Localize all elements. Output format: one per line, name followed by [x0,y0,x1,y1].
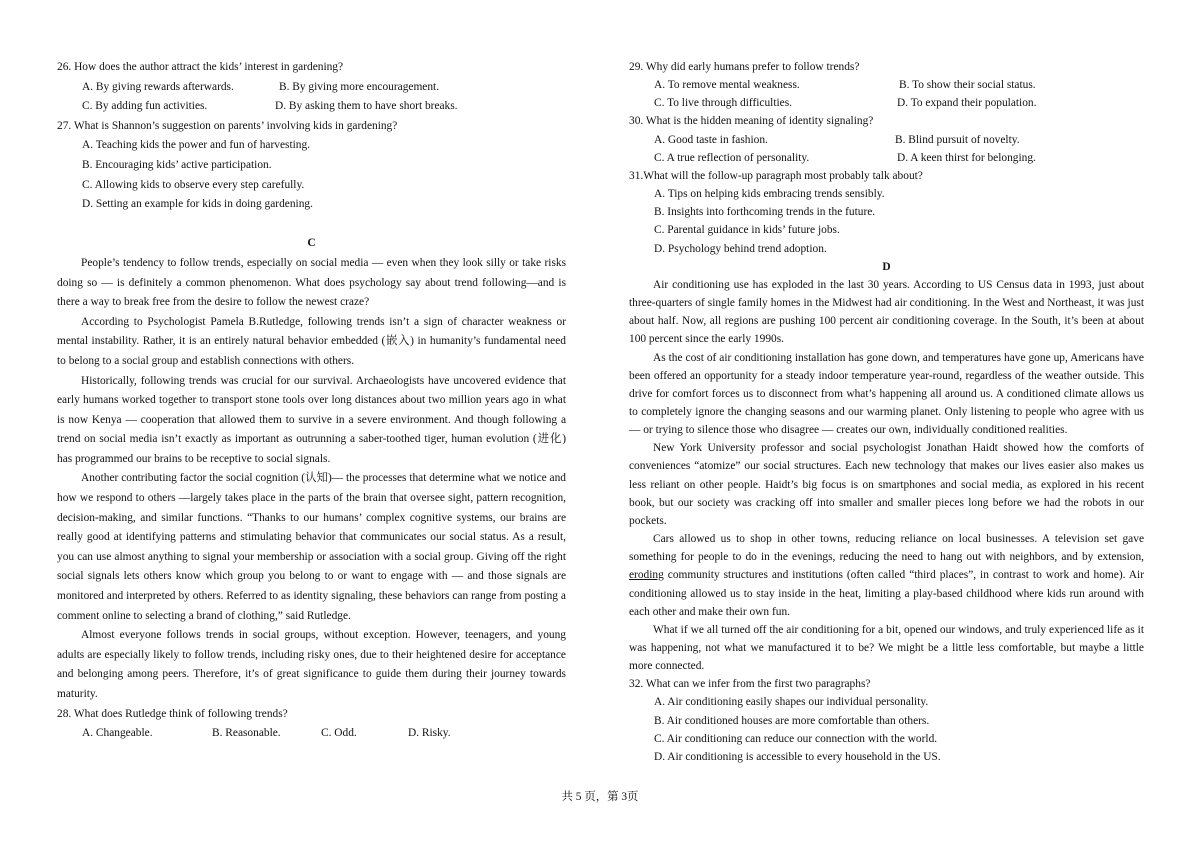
question-31-stem: 31.What will the follow-up paragraph most probably talk about? [629,169,923,182]
right-column [629,58,1144,766]
question-32-option-a: A. Air conditioning easily shapes our individual personality. [654,696,929,709]
question-30-options-row-1 [654,131,1144,149]
question-31-option-a: A. Tips on helping kids embracing trends sensibly. [654,188,885,201]
question-28-option-c: C. Odd. [321,727,357,740]
passage-c-paragraph-5: Almost everyone follows trends in social groups, without exception. However, teenagers, and young adults are especially likely to follow trends, including risky ones, due to their heightened desire for acceptance and belonging among peers. Therefore, it’s of great significance to guide them during their journey towards maturity. [57,629,566,700]
passage-d-paragraph-4 [629,530,1144,621]
passage-d-paragraph-2: As the cost of air conditioning installation has gone down, and temperatures have gone up, Americans have been offered an opportunity for a steady indoor temperature year-round, regardless of the weather outside. This drive for comfort forces us to disconnect from what’s happening all around us. A conditioned climate allows us to completely ignore the changing seasons and our warming planet. Only listening to people who agree with us — or trying to silence those who disagree — creates our own, individually conditioned realities. [629,351,1144,437]
passage-d-paragraph-1: Air conditioning use has exploded in the last 30 years. According to US Census data in 1993, just about three-quarters of single family homes in the Midwest had air conditioning. In the West and Northeast, it was just about half. Now, all regions are pushing 100 percent air conditioning coverage. In the South, it’s been at about 100 percent since the early 1990s. [629,278,1144,346]
question-29-options-row-2 [654,94,1144,112]
question-30-options-row-2 [654,149,1144,167]
question-26-options-row-1 [82,78,566,98]
passage-c-paragraph-2: According to Psychologist Pamela B.Rutledge, following trends isn’t a sign of character weakness or mental instability. Rather, it is an entirely natural behavior embedded (嵌入) in humanity’s fundamental need to belong to a social group and establish connections with others. [57,315,566,367]
question-27-option-d: D. Setting an example for kids in doing gardening. [82,198,313,211]
question-31-option-b: B. Insights into forthcoming trends in the future. [654,206,876,219]
passage-c-paragraph-4: Another contributing factor the social cognition (认知)— the processes that determine what we notice and how we respond to others —largely takes place in the parts of the brain that oversee sight, pattern recognition, decision-making, and similar functions. “Thanks to our humans’ complex cognitive systems, our brains are really good at identifying patterns and stimulating behavior that communicates our social status. As a result, you can use almost anything to signal your membership or association with a social group. Giving off the right social signals lets others know which group you belong to or want to engage with — and those signals are monitored and interpreted by others. Referred to as identity signaling, these behaviors can range from posting a comment online to selecting a brand of clothing,” said Rutledge. [57,472,566,622]
page-footer: 共 5 页，第 3页 [561,791,639,803]
passage-c-paragraph-1: People’s tendency to follow trends, especially on social media — even when they look silly or take risks doing so — is definitely a common phenomenon. What does psychology say about trend following—and is there a way to break free from the desire to follow the newest craze? [57,256,566,309]
paragraph-4-text-before: Cars allowed us to shop in other towns, reducing reliance on local businesses. A television set gave something for people to do in the evenings, reducing the need to hang out with neighbors, and by extension, [629,533,1144,564]
section-c-heading: C [307,237,316,250]
question-29-option-c: C. To live through difficulties. [654,97,792,110]
question-29-options-row-1 [654,76,1144,94]
question-30-option-b: B. Blind pursuit of novelty. [895,133,1020,146]
question-32-option-c: C. Air conditioning can reduce our connection with the world. [654,732,938,745]
question-28-option-a: A. Changeable. [82,727,153,740]
question-27-option-c: C. Allowing kids to observe every step carefully. [82,178,305,191]
paragraph-4-text-after: community structures and institutions (often called “third places”, in contrast to work and home). Air conditioning allowed us to stay inside in the heat, limiting a play-based childhood where kids run around with each other and make their own fun. [629,569,1144,618]
question-32-option-d: D. Air conditioning is accessible to every household in the US. [654,750,941,763]
question-27-stem: 27. What is Shannon’s suggestion on parents’ involving kids in gardening? [57,119,398,132]
question-29-option-a: A. To remove mental weakness. [654,79,800,92]
question-28-options-row [82,724,566,744]
question-31-option-d: D. Psychology behind trend adoption. [654,242,827,255]
question-30-option-a: A. Good taste in fashion. [654,133,768,146]
left-column [57,58,566,744]
question-30-stem: 30. What is the hidden meaning of identity signaling? [629,115,874,128]
question-26-options-row-2 [82,97,566,117]
underlined-word-eroding: eroding [629,569,664,582]
passage-d-paragraph-3: New York University professor and social psychologist Jonathan Haidt showed how the comforts of conveniences “atomize” our social structures. Each new technology that makes our lives easier also makes us less reliant on other people. Haidt’s big focus is on smartphones and social media, as explored in his recent book, but our society was cracking off into smaller and smaller pieces long before we had the robots in our pockets. [629,442,1144,527]
section-d-heading: D [882,260,891,273]
question-27-option-b: B. Encouraging kids’ active participation. [82,158,272,171]
question-26-option-c: C. By adding fun activities. [82,100,208,113]
passage-d-paragraph-5: What if we all turned off the air conditioning for a bit, opened our windows, and truly experienced life as it was happening, not what we manufactured it to be? We might be a little less comfortable, but maybe a little more connected. [629,623,1144,673]
question-26-option-b: B. By giving more encouragement. [279,80,440,93]
question-26-stem: 26. How does the author attract the kids’ interest in gardening? [57,61,344,73]
question-28-option-d: D. Risky. [408,727,451,740]
question-32-stem: 32. What can we infer from the first two paragraphs? [629,678,871,691]
question-26-option-d: D. By asking them to have short breaks. [275,100,458,113]
spacer [57,215,566,235]
question-27-option-a: A. Teaching kids the power and fun of harvesting. [82,139,311,152]
passage-c-paragraph-3: Historically, following trends was crucial for our survival. Archaeologists have uncovered evidence that early humans worked together to transport stone tools over long distances about two million years ago in what is now Kenya — cooperation that allowed them to survive in a severe environment. And though following a trend on social media isn’t exactly as important as outrunning a saber-toothed tiger, human evolution (进化) has programmed our brains to be receptive to social signals. [57,374,566,465]
question-29-option-d: D. To expand their population. [897,97,1037,110]
question-31-option-c: C. Parental guidance in kids’ future jobs. [654,224,840,237]
question-30-option-d: D. A keen thirst for belonging. [897,151,1036,164]
question-29-stem: 29. Why did early humans prefer to follow trends? [629,61,860,73]
question-29-option-b: B. To show their social status. [899,79,1036,92]
question-32-option-b: B. Air conditioned houses are more comfortable than others. [654,714,930,727]
question-30-option-c: C. A true reflection of personality. [654,151,810,164]
question-26-option-a: A. By giving rewards afterwards. [82,80,234,93]
question-28-stem: 28. What does Rutledge think of following trends? [57,707,288,720]
question-28-option-b: B. Reasonable. [212,727,281,740]
